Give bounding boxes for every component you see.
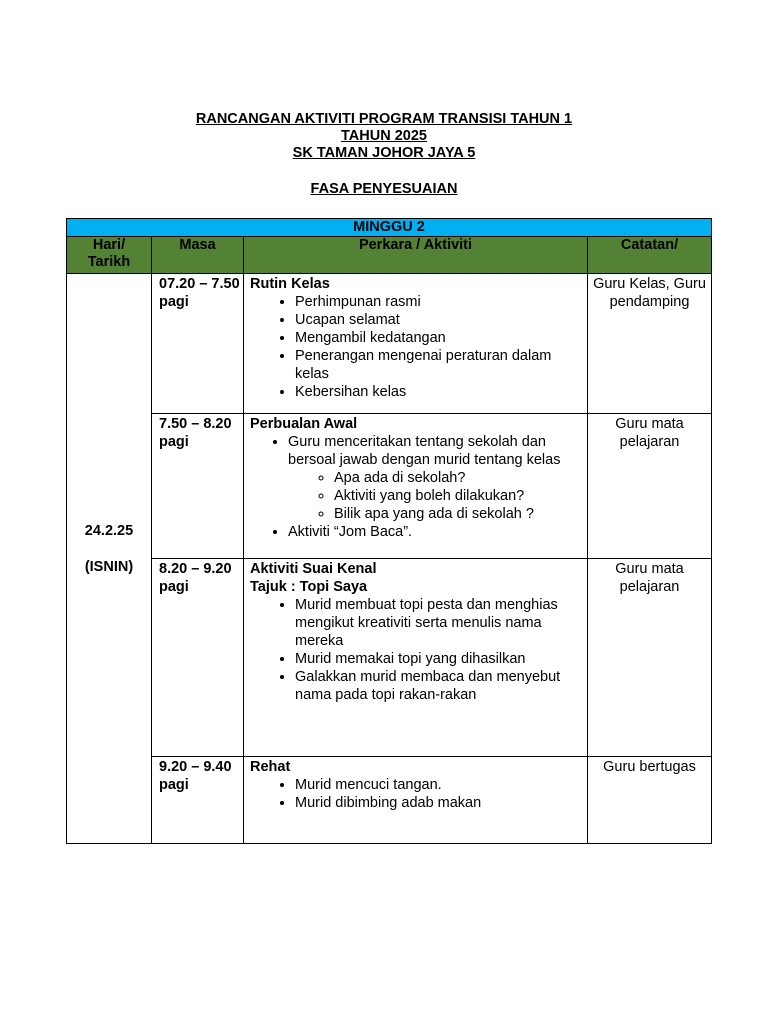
activity-title: Perbualan Awal [250, 416, 358, 432]
list-item: • Murid membuat topi pesta dan menghias mengikut kreativiti serta menulis nama mereka [295, 596, 587, 650]
col-header-time: Masa [152, 237, 244, 274]
note-cell: Guru bertugas [588, 757, 712, 844]
header-row [67, 237, 712, 274]
day-date: 24.2.25 [84, 523, 134, 539]
col-header-notes: Catatan/ [588, 237, 712, 274]
activity-title: Rutin Kelas [250, 276, 330, 292]
list-item: • Kebersihan kelas [295, 383, 587, 401]
activity-cell [244, 274, 588, 414]
table-row [67, 757, 712, 844]
document-title: RANCANGAN AKTIVITI PROGRAM TRANSISI TAHUN 1 [195, 111, 573, 127]
activity-subtitle: Tajuk : Topi Saya [250, 579, 368, 595]
table-row [67, 559, 712, 757]
week-row [67, 219, 712, 237]
sub-list-item: ◦ Apa ada di sekolah? [334, 469, 587, 487]
list-item: • Perhimpunan rasmi [295, 293, 587, 311]
activity-title: Rehat [250, 759, 291, 775]
time-cell: 7.50 – 8.20 pagi [152, 414, 244, 559]
list-item: • Murid memakai topi yang dihasilkan [295, 650, 587, 668]
list-item: • Ucapan selamat [295, 311, 587, 329]
col-header-day: Hari/ Tarikh [67, 237, 152, 274]
table-row [67, 414, 712, 559]
time-cell: 07.20 – 7.50 pagi [152, 274, 244, 414]
sub-list-item: ◦ Aktiviti yang boleh dilakukan? [334, 487, 587, 505]
list-item: • Aktiviti “Jom Baca”. [288, 523, 587, 541]
schedule-table [66, 218, 712, 844]
school-name: SK TAMAN JOHOR JAYA 5 [292, 145, 476, 161]
note-cell: Guru mata pelajaran [588, 559, 712, 757]
col-header-activity: Perkara / Aktiviti [244, 237, 588, 274]
activity-cell [244, 414, 588, 559]
day-cell [67, 274, 152, 844]
list-item: • Murid dibimbing adab makan [295, 794, 587, 812]
note-cell: Guru mata pelajaran [588, 414, 712, 559]
day-name: (ISNIN) [84, 559, 134, 575]
document-year: TAHUN 2025 [341, 128, 427, 144]
list-item: • Galakkan murid membaca dan menyebut nama pada topi rakan-rakan [295, 668, 587, 704]
list-item: • Penerangan mengenai peraturan dalam kelas [295, 347, 587, 383]
time-cell: 8.20 – 9.20 pagi [152, 559, 244, 757]
table-row [67, 274, 712, 414]
note-cell: Guru Kelas, Guru pendamping [588, 274, 712, 414]
activity-cell [244, 757, 588, 844]
week-label: MINGGU 2 [67, 219, 712, 237]
list-item: • Murid mencuci tangan. [295, 776, 587, 794]
list-item: • Mengambil kedatangan [295, 329, 587, 347]
time-cell: 9.20 – 9.40 pagi [152, 757, 244, 844]
phase-title: FASA PENYESUAIAN [310, 181, 458, 197]
activity-cell [244, 559, 588, 757]
list-item: • Guru menceritakan tentang sekolah dan bersoal jawab dengan murid tentang kelas ◦ Apa ada di sekolah? ◦ Aktiviti yang boleh dilakukan? ◦ Bilik apa yang ada di sekolah ? [288, 433, 587, 523]
activity-title: Aktiviti Suai Kenal [250, 561, 377, 577]
sub-list-item: ◦ Bilik apa yang ada di sekolah ? [334, 505, 587, 523]
